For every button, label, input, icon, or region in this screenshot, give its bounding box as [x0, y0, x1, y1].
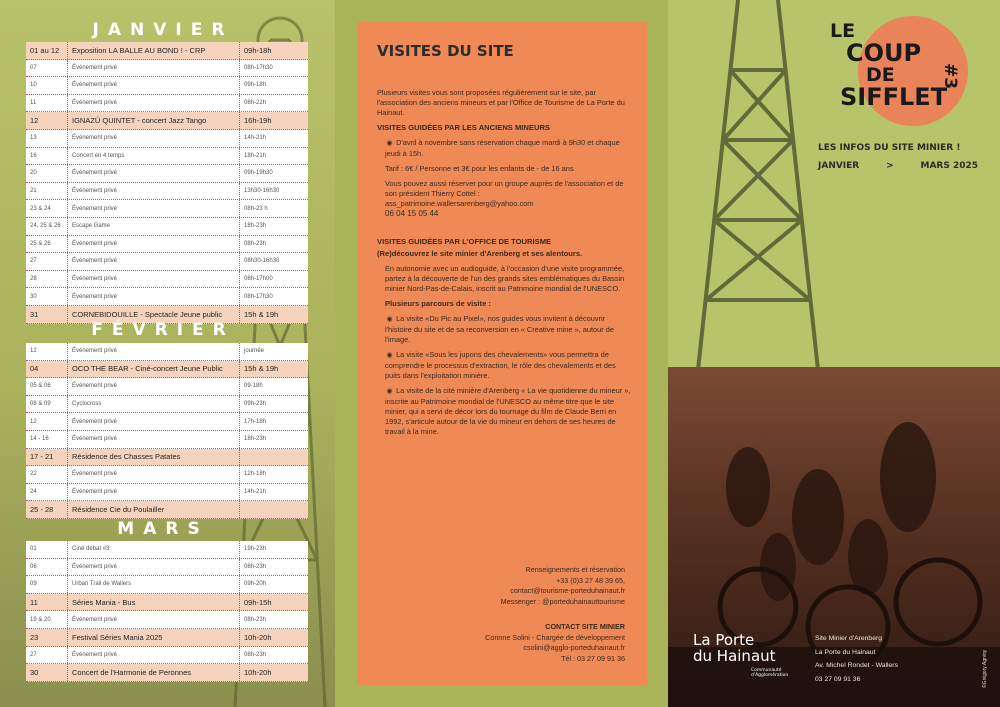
- calendar-row: [26, 183, 308, 201]
- event-date: 23: [26, 629, 68, 646]
- event-title: Événement privé: [68, 378, 240, 395]
- calendar-row: [26, 271, 308, 289]
- event-date: 20: [26, 165, 68, 182]
- event-title: Événement privé: [68, 77, 240, 94]
- calendar-row: [26, 594, 308, 612]
- event-hours: 08h-23h: [244, 651, 267, 658]
- visits-title: VISITES DU SITE: [377, 42, 514, 60]
- price-text: Tarif : 6€ / Personne et 3€ pour les enfants de - de 16 ans: [385, 164, 574, 173]
- eye-icon: ◉: [386, 352, 393, 359]
- calendar-row: [26, 484, 308, 502]
- issue-number: #3: [940, 62, 961, 90]
- publication-logo: LE COUP DE SIFFLET: [830, 20, 948, 111]
- reservation-email: contact@tourisme-porteduhainaut.fr: [510, 586, 625, 595]
- parcours-title: Plusieurs parcours de visite :: [385, 299, 491, 308]
- calendar-row: [26, 42, 308, 60]
- cover-dates: [818, 161, 978, 171]
- association-email: ass_patrimoine.wallersarenberg@yahoo.com: [385, 199, 534, 208]
- event-date: 04: [26, 361, 68, 378]
- event-hours: 08h30-16h30: [244, 258, 280, 265]
- event-title: Événement privé: [68, 431, 240, 448]
- event-title: Événement privé: [68, 130, 240, 147]
- event-date: 24, 25 & 26: [26, 218, 68, 235]
- event-hours: journée: [244, 348, 265, 355]
- event-date: 28: [26, 271, 68, 288]
- calendar-row: [26, 148, 308, 166]
- event-title: OCO THE BEAR - Ciné-concert Jeune Public: [68, 361, 240, 378]
- event-hours: 08h-23h: [244, 616, 267, 623]
- event-hours: 14h-21h: [244, 489, 267, 496]
- event-hours: 10h-20h: [244, 667, 272, 677]
- date-arrow: >: [886, 161, 894, 171]
- month-title-janvier: JANVIER: [92, 20, 234, 40]
- site-contact-email: csolini@agglo-porteduhainaut.fr: [523, 643, 625, 652]
- visits-panel: [357, 22, 647, 685]
- calendar-row: [26, 647, 308, 665]
- schedule-text: ◉ D'avril à novembre sans réservation chaque mardi à 9h30 et chaque jeudi à 15h.: [385, 138, 620, 158]
- event-date: 25 - 28: [26, 501, 68, 518]
- calendar-row: [26, 77, 308, 95]
- month-title-fevrier: FÉVRIER: [91, 320, 235, 340]
- event-hours: [240, 501, 308, 518]
- event-hours: 09-18h: [244, 383, 263, 390]
- event-title: Résidence Cie du Poulailler: [68, 501, 240, 518]
- event-date: 13: [26, 130, 68, 147]
- calendar-row: [26, 361, 308, 379]
- event-date: 01: [26, 541, 68, 558]
- event-title: Événement privé: [68, 60, 240, 77]
- calendar-row: [26, 501, 308, 519]
- event-hours: 08h-17h30: [244, 64, 273, 71]
- photo-credit: ©Grégory Agniny: [982, 649, 988, 688]
- calendar-row: [26, 611, 308, 629]
- event-hours: 19h-23h: [244, 546, 267, 553]
- event-hours: 08h-23h: [244, 563, 267, 570]
- event-title: CORNEBIDOUILLE - Spectacle Jeune public: [68, 306, 240, 323]
- event-hours: 16h-19h: [244, 116, 272, 126]
- calendar-row: [26, 576, 308, 594]
- event-hours: 15h & 19h: [244, 309, 279, 319]
- event-hours: 10h-20h: [244, 632, 272, 642]
- event-title: Événement privé: [68, 288, 240, 305]
- event-title: Événement privé: [68, 95, 240, 112]
- calendar-row: [26, 664, 308, 682]
- reservation-phone: +33 (0)3 27 48 39 65,: [556, 575, 625, 585]
- event-title: Escape Game: [68, 218, 240, 235]
- parcours-item-1: ◉ La visite «Du Pic au Pixel», nos guides vous invitent à découvrir l'histoire du site et de sa reconversion en « Creative mine », autour de l'image.: [385, 314, 615, 344]
- event-date: 21: [26, 183, 68, 200]
- calendar-row: [26, 378, 308, 396]
- event-date: 19 & 20: [26, 611, 68, 628]
- event-hours: [240, 449, 308, 466]
- event-date: 24: [26, 484, 68, 501]
- event-hours: 08h-17h00: [244, 276, 273, 283]
- calendar-row: [26, 541, 308, 559]
- calendar-row: [26, 559, 308, 577]
- event-date: 27: [26, 647, 68, 664]
- porte-du-hainaut-logo: La Porte du Hainaut Communauté d'Agglomération: [693, 631, 789, 678]
- event-title: Événement privé: [68, 236, 240, 253]
- event-hours: 15h & 19h: [244, 364, 279, 374]
- event-title: Événement privé: [68, 413, 240, 430]
- event-title: Festival Séries Mania 2025: [68, 629, 240, 646]
- eye-icon: ◉: [386, 388, 393, 395]
- event-date: 30: [26, 664, 68, 681]
- calendar-row: [26, 629, 308, 647]
- event-date: 07: [26, 60, 68, 77]
- calendar-row: [26, 95, 308, 113]
- event-hours: 17h-18h: [244, 418, 267, 425]
- event-title: Événement privé: [68, 271, 240, 288]
- calendar-row: [26, 396, 308, 414]
- event-date: 11: [26, 594, 68, 611]
- eye-icon: ◉: [386, 316, 393, 323]
- event-date: 30: [26, 288, 68, 305]
- event-date: 06: [26, 559, 68, 576]
- parcours-item-2: ◉ La visite «Sous les jupons des chevalements» vous permettra de comprendre le processus d'extraction, le rôle des chevalements et des puits dans l'exploitation minière.: [385, 350, 616, 380]
- calendar-row: [26, 60, 308, 78]
- event-title: Ciné débat #3: [68, 541, 240, 558]
- event-title: Concert de l'Harmonie de Peronnes: [68, 664, 240, 681]
- calendar-row: [26, 112, 308, 130]
- event-hours: 13h30-16h30: [244, 188, 280, 195]
- calendar-row: [26, 413, 308, 431]
- event-hours: 18h-23h: [244, 436, 267, 443]
- site-contact: [425, 622, 625, 664]
- event-title: Résidence des Chasses Patates: [68, 449, 240, 466]
- event-title: Événement privé: [68, 559, 240, 576]
- calendar-row: [26, 449, 308, 467]
- event-title: Concert en 4 temps: [68, 148, 240, 165]
- event-title: Événement privé: [68, 200, 240, 217]
- event-hours: 08h-23 h: [244, 205, 268, 212]
- event-title: Urban Trail de Wallers: [68, 576, 240, 593]
- event-hours: 08h-17h30: [244, 293, 273, 300]
- group-text: Vous pouvez aussi réserver pour un groupe auprès de l'association et de son président Thierry Cottel : ass_patrimoine.wallersarenberg@yahoo.com 06 04 15 05 44: [385, 179, 624, 218]
- event-hours: 09h-20h: [244, 581, 267, 588]
- event-hours: 09h-15h: [244, 597, 272, 607]
- event-date: 25 & 26: [26, 236, 68, 253]
- calendar-panel: [0, 0, 335, 707]
- site-contact-name: Corinne Solini - Chargée de développement: [485, 632, 625, 642]
- visits-body: [377, 88, 633, 442]
- month-title-mars: MARS: [117, 519, 209, 539]
- event-title: Événement privé: [68, 343, 240, 360]
- event-date: 10: [26, 77, 68, 94]
- calendar-row: [26, 130, 308, 148]
- eye-icon: ◉: [386, 140, 393, 147]
- event-date: 08 & 09: [26, 396, 68, 413]
- event-title: Événement privé: [68, 183, 240, 200]
- event-hours: 12h-18h: [244, 471, 267, 478]
- event-hours: 09h-18h: [244, 45, 272, 55]
- calendar-row: [26, 343, 308, 361]
- event-title: IGNAZÚ QUINTET - concert Jazz Tango: [68, 112, 240, 129]
- section-title-mineurs: VISITES GUIDÉES PAR LES ANCIENS MINEURS: [377, 123, 550, 132]
- event-title: Événement privé: [68, 466, 240, 483]
- calendar-row: [26, 466, 308, 484]
- event-title: Exposition LA BALLE AU BOND ! - CRP: [68, 42, 240, 59]
- event-title: Séries Mania - Bus: [68, 594, 240, 611]
- reservation-title: Renseignements et réservation: [525, 565, 625, 574]
- site-address: Site Minier d'Arenberg La Porte du Hainaut Av. Michel Rondet - Wallers 03 27 09 91 36: [815, 635, 898, 683]
- event-date: 12: [26, 112, 68, 129]
- visits-intro: Plusieurs visites vous sont proposées régulièrement sur le site, par l'association des anciens mineurs et par l'Office de Tourisme de La Porte du Hainaut.: [377, 88, 625, 117]
- reservation-messenger: Messenger : @porteduhainauttourisme: [500, 596, 625, 606]
- event-date: 12: [26, 343, 68, 360]
- association-phone: 06 04 15 05 44: [385, 209, 439, 218]
- event-date: 01 au 12: [26, 42, 68, 59]
- date-to: MARS 2025: [920, 161, 978, 171]
- calendar-row: [26, 165, 308, 183]
- calendar-table-janvier: [26, 42, 308, 324]
- calendar-row: [26, 236, 308, 254]
- section-title-tourisme: VISITES GUIDÉES PAR L'OFFICE DE TOURISME: [377, 237, 552, 246]
- event-date: 14 - 16: [26, 431, 68, 448]
- site-contact-phone: Tél : 03 27 09 91 36: [561, 653, 625, 663]
- event-hours: 09h-18h: [244, 82, 267, 89]
- event-date: 16: [26, 148, 68, 165]
- parcours-item-3: ◉ La visite de la cité minière d'Arenberg « La vie quotidienne du mineur », inscrite au Patrimoine mondial de l'UNESCO au même titre que le site minier, qui a servi de décor lors du tournage du film de Claude Berri en 1992, s'articule autour de la vie du mineur en dehors de ses heures de travail à la mine.: [385, 386, 631, 436]
- event-title: Événement privé: [68, 647, 240, 664]
- event-date: 05 & 06: [26, 378, 68, 395]
- event-date: 27: [26, 253, 68, 270]
- event-hours: 18h-21h: [244, 152, 267, 159]
- calendar-row: [26, 288, 308, 306]
- calendar-table-fevrier: [26, 343, 308, 519]
- site-contact-title: CONTACT SITE MINIER: [545, 622, 625, 631]
- event-title: Événement privé: [68, 253, 240, 270]
- event-hours: 09h-19h30: [244, 170, 273, 177]
- date-from: JANVIER: [818, 161, 860, 171]
- event-hours: 14h-21h: [244, 135, 267, 142]
- calendar-row: [26, 218, 308, 236]
- section-subtitle-tourisme: (Re)découvrez le site minier d'Arenberg et ses alentours.: [377, 249, 583, 258]
- event-date: 12: [26, 413, 68, 430]
- event-title: Événement privé: [68, 484, 240, 501]
- tourisme-intro: En autonomie avec un audioguide, à l'occasion d'une visite programmée, partez à la découverte de l'un des grands sites emblématiques du Bassin minier Nord-Pas-de-Calais, inscrit au Patrimoine mondial de l'UNESCO.: [385, 264, 625, 293]
- event-date: 11: [26, 95, 68, 112]
- calendar-row: [26, 200, 308, 218]
- reservation-info: [425, 565, 625, 607]
- calendar-row: [26, 253, 308, 271]
- event-title: Événement privé: [68, 611, 240, 628]
- cover-tagline: LES INFOS DU SITE MINIER !: [818, 143, 961, 153]
- event-hours: 18h-23h: [244, 223, 267, 230]
- calendar-row: [26, 431, 308, 449]
- event-hours: 08h-22h: [244, 100, 267, 107]
- event-date: 09: [26, 576, 68, 593]
- event-date: 23 & 24: [26, 200, 68, 217]
- headframe-photo: [688, 0, 828, 370]
- event-hours: 09h-23h: [244, 401, 267, 408]
- event-date: 17 - 21: [26, 449, 68, 466]
- calendar-table-mars: [26, 541, 308, 682]
- event-date: 22: [26, 466, 68, 483]
- event-date: 31: [26, 306, 68, 323]
- event-hours: 08h-23h: [244, 240, 267, 247]
- event-title: Cyclocross: [68, 396, 240, 413]
- event-title: Événement privé: [68, 165, 240, 182]
